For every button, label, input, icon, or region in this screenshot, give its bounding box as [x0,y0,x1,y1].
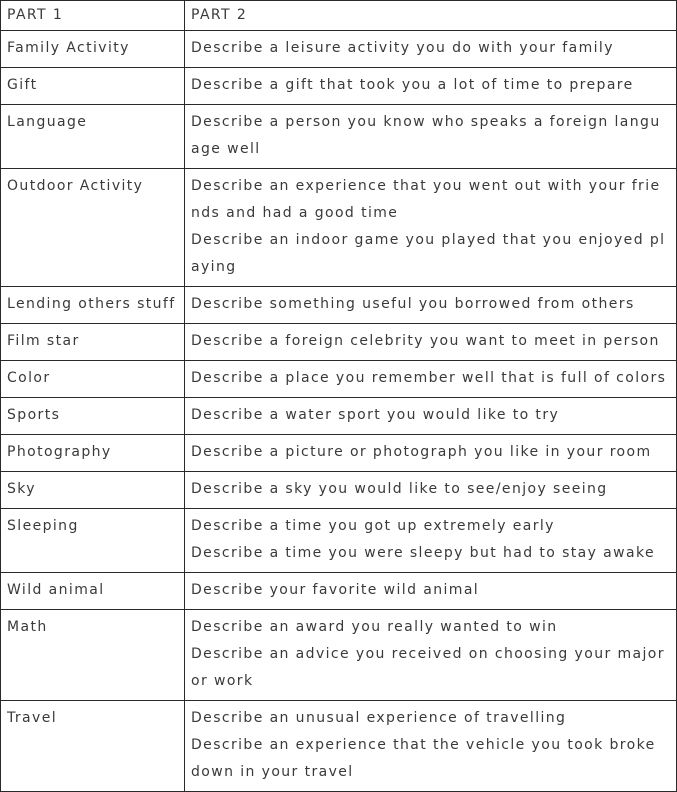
header-part2: PART 2 [185,1,677,31]
part2-prompt: Describe an indoor game you played that you enjoyed playing [191,232,666,275]
part2-prompt: Describe an unusual experience of travelling [191,710,567,726]
part2-prompt: Describe an award you really wanted to win [191,619,558,635]
table-row [1,701,677,792]
table-row [1,435,677,472]
part2-prompt: Describe a place you remember well that is full of colors [191,370,667,386]
part2-prompts-cell [185,31,677,68]
part1-topic-cell: Film star [1,324,185,361]
table-row [1,68,677,105]
part2-prompts-cell [185,573,677,610]
part2-prompts-cell [185,398,677,435]
part2-prompts-cell [185,435,677,472]
part1-topic-cell: Gift [1,68,185,105]
table-row [1,509,677,573]
part2-prompt: Describe a picture or photograph you like in your room [191,444,652,460]
part2-prompt: Describe a water sport you would like to try [191,407,560,423]
part2-prompts-cell [185,701,677,792]
table-row [1,610,677,701]
part2-prompts-cell [185,324,677,361]
table-row [1,105,677,169]
part2-prompt: Describe a person you know who speaks a foreign language well [191,114,661,157]
part2-prompts-cell [185,610,677,701]
table-row [1,573,677,610]
part1-topic-cell: Lending others stuff [1,287,185,324]
part2-prompts-cell [185,169,677,287]
table-row [1,472,677,509]
part2-prompt: Describe something useful you borrowed from others [191,296,635,312]
part2-prompt: Describe a time you were sleepy but had to stay awake [191,545,655,561]
table-row [1,287,677,324]
table-row [1,31,677,68]
part2-prompt: Describe a foreign celebrity you want to meet in person [191,333,660,349]
part1-topic-cell: Photography [1,435,185,472]
part1-topic-cell: Family Activity [1,31,185,68]
part2-prompts-cell [185,287,677,324]
table-row [1,398,677,435]
part1-topic-cell: Outdoor Activity [1,169,185,287]
part2-prompts-cell [185,105,677,169]
part1-topic-cell: Wild animal [1,573,185,610]
table-row [1,169,677,287]
header-row [1,1,677,31]
part2-prompt: Describe a gift that took you a lot of time to prepare [191,77,634,93]
header-part1: PART 1 [1,1,185,31]
part1-topic-cell: Math [1,610,185,701]
part1-topic-cell: Travel [1,701,185,792]
part2-prompt: Describe an experience that the vehicle you took broke down in your travel [191,737,656,780]
part1-topic-cell: Color [1,361,185,398]
part1-topic-cell: Sports [1,398,185,435]
table-row [1,324,677,361]
part2-prompts-cell [185,472,677,509]
part2-prompt: Describe a time you got up extremely early [191,518,555,534]
part2-prompts-cell [185,509,677,573]
table-body [1,31,677,792]
part2-prompt: Describe an experience that you went out with your friends and had a good time [191,178,661,221]
part2-prompts-cell [185,68,677,105]
part2-prompt: Describe a sky you would like to see/enjoy seeing [191,481,608,497]
part2-prompt: Describe a leisure activity you do with your family [191,40,614,56]
part1-topic-cell: Sky [1,472,185,509]
part2-prompt: Describe an advice you received on choosing your major or work [191,646,665,689]
table-row [1,361,677,398]
part1-topic-cell: Language [1,105,185,169]
part1-topic-cell: Sleeping [1,509,185,573]
part2-prompt: Describe your favorite wild animal [191,582,480,598]
part2-prompts-cell [185,361,677,398]
